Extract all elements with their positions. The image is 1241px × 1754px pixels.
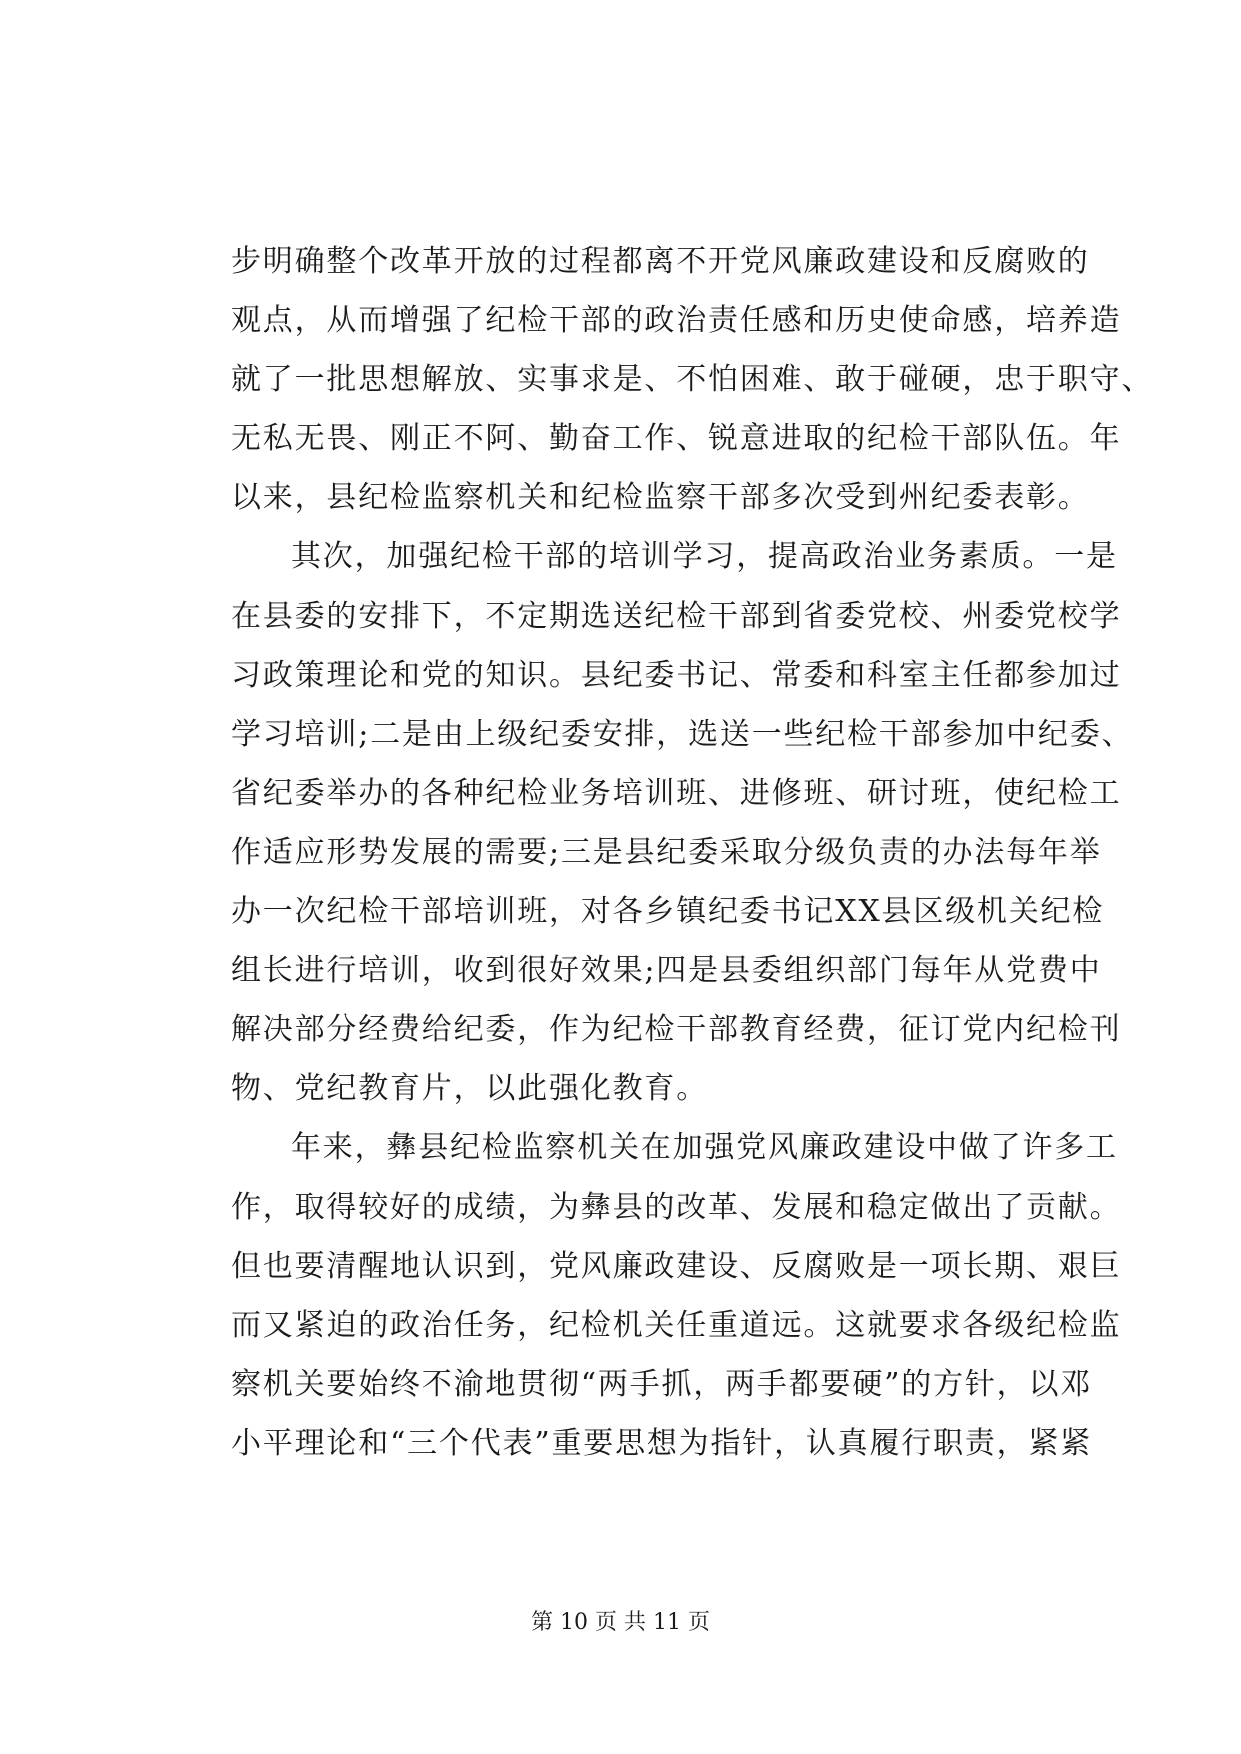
text-line: 以来，县纪检监察机关和纪检监察干部多次受到州纪委表彰。 — [231, 480, 1090, 516]
text-line: 但也要清醒地认识到，党风廉政建设、反腐败是一项长期、艰巨 — [231, 1248, 1122, 1284]
text-line: 而又紧迫的政治任务，纪检机关任重道远。这就要求各级纪检监 — [231, 1307, 1122, 1343]
document-body — [231, 232, 1154, 1473]
text-line: 步明确整个改革开放的过程都离不开党风廉政建设和反腐败的 — [231, 244, 1090, 279]
text-line: 察机关要始终不渝地贯彻“两手抓，两手都要硬”的方针，以邓 — [231, 1366, 1093, 1402]
text-line: 物、党纪教育片，以此强化教育。 — [231, 1071, 708, 1107]
text-line: 作，取得较好的成绩，为彝县的改革、发展和稳定做出了贡献。 — [231, 1189, 1122, 1225]
text-line: 在县委的安排下，不定期选送纪检干部到省委党校、州委党校学 — [231, 598, 1122, 634]
text-line: 组长进行培训，收到很好效果;四是县委组织部门每年从党费中 — [231, 953, 1102, 989]
text-line: 作适应形势发展的需要;三是县纪委采取分级负责的办法每年举 — [231, 834, 1102, 870]
text-line: 省纪委举办的各种纪检业务培训班、进修班、研讨班，使纪检工 — [231, 775, 1122, 811]
text-line: 观点，从而增强了纪检干部的政治责任感和历史使命感，培养造 — [231, 303, 1122, 339]
text-line: 学习培训;二是由上级纪委安排，选送一些纪检干部参加中纪委、 — [231, 716, 1134, 752]
text-line: 小平理论和“三个代表”重要思想为指针，认真履行职责，紧紧 — [231, 1425, 1093, 1461]
page-number-footer: 第 10 页 共 11 页 — [531, 1610, 710, 1635]
text-line: 其次，加强纪检干部的培训学习，提高政治业务素质。一是 — [291, 539, 1118, 575]
text-line: 办一次纪检干部培训班，对各乡镇纪委书记XX县区级机关纪检 — [231, 894, 1105, 930]
text-line: 就了一批思想解放、实事求是、不怕困难、敢于碰硬，忠于职守、 — [231, 362, 1154, 398]
text-line: 解决部分经费给纪委，作为纪检干部教育经费，征订党内纪检刊 — [231, 1012, 1122, 1048]
text-line: 无私无畏、刚正不阿、勤奋工作、锐意进取的纪检干部队伍。年 — [231, 421, 1122, 457]
text-line: 年来，彝县纪检监察机关在加强党风廉政建设中做了许多工 — [291, 1130, 1118, 1166]
text-line: 习政策理论和党的知识。县纪委书记、常委和科室主任都参加过 — [231, 657, 1122, 693]
